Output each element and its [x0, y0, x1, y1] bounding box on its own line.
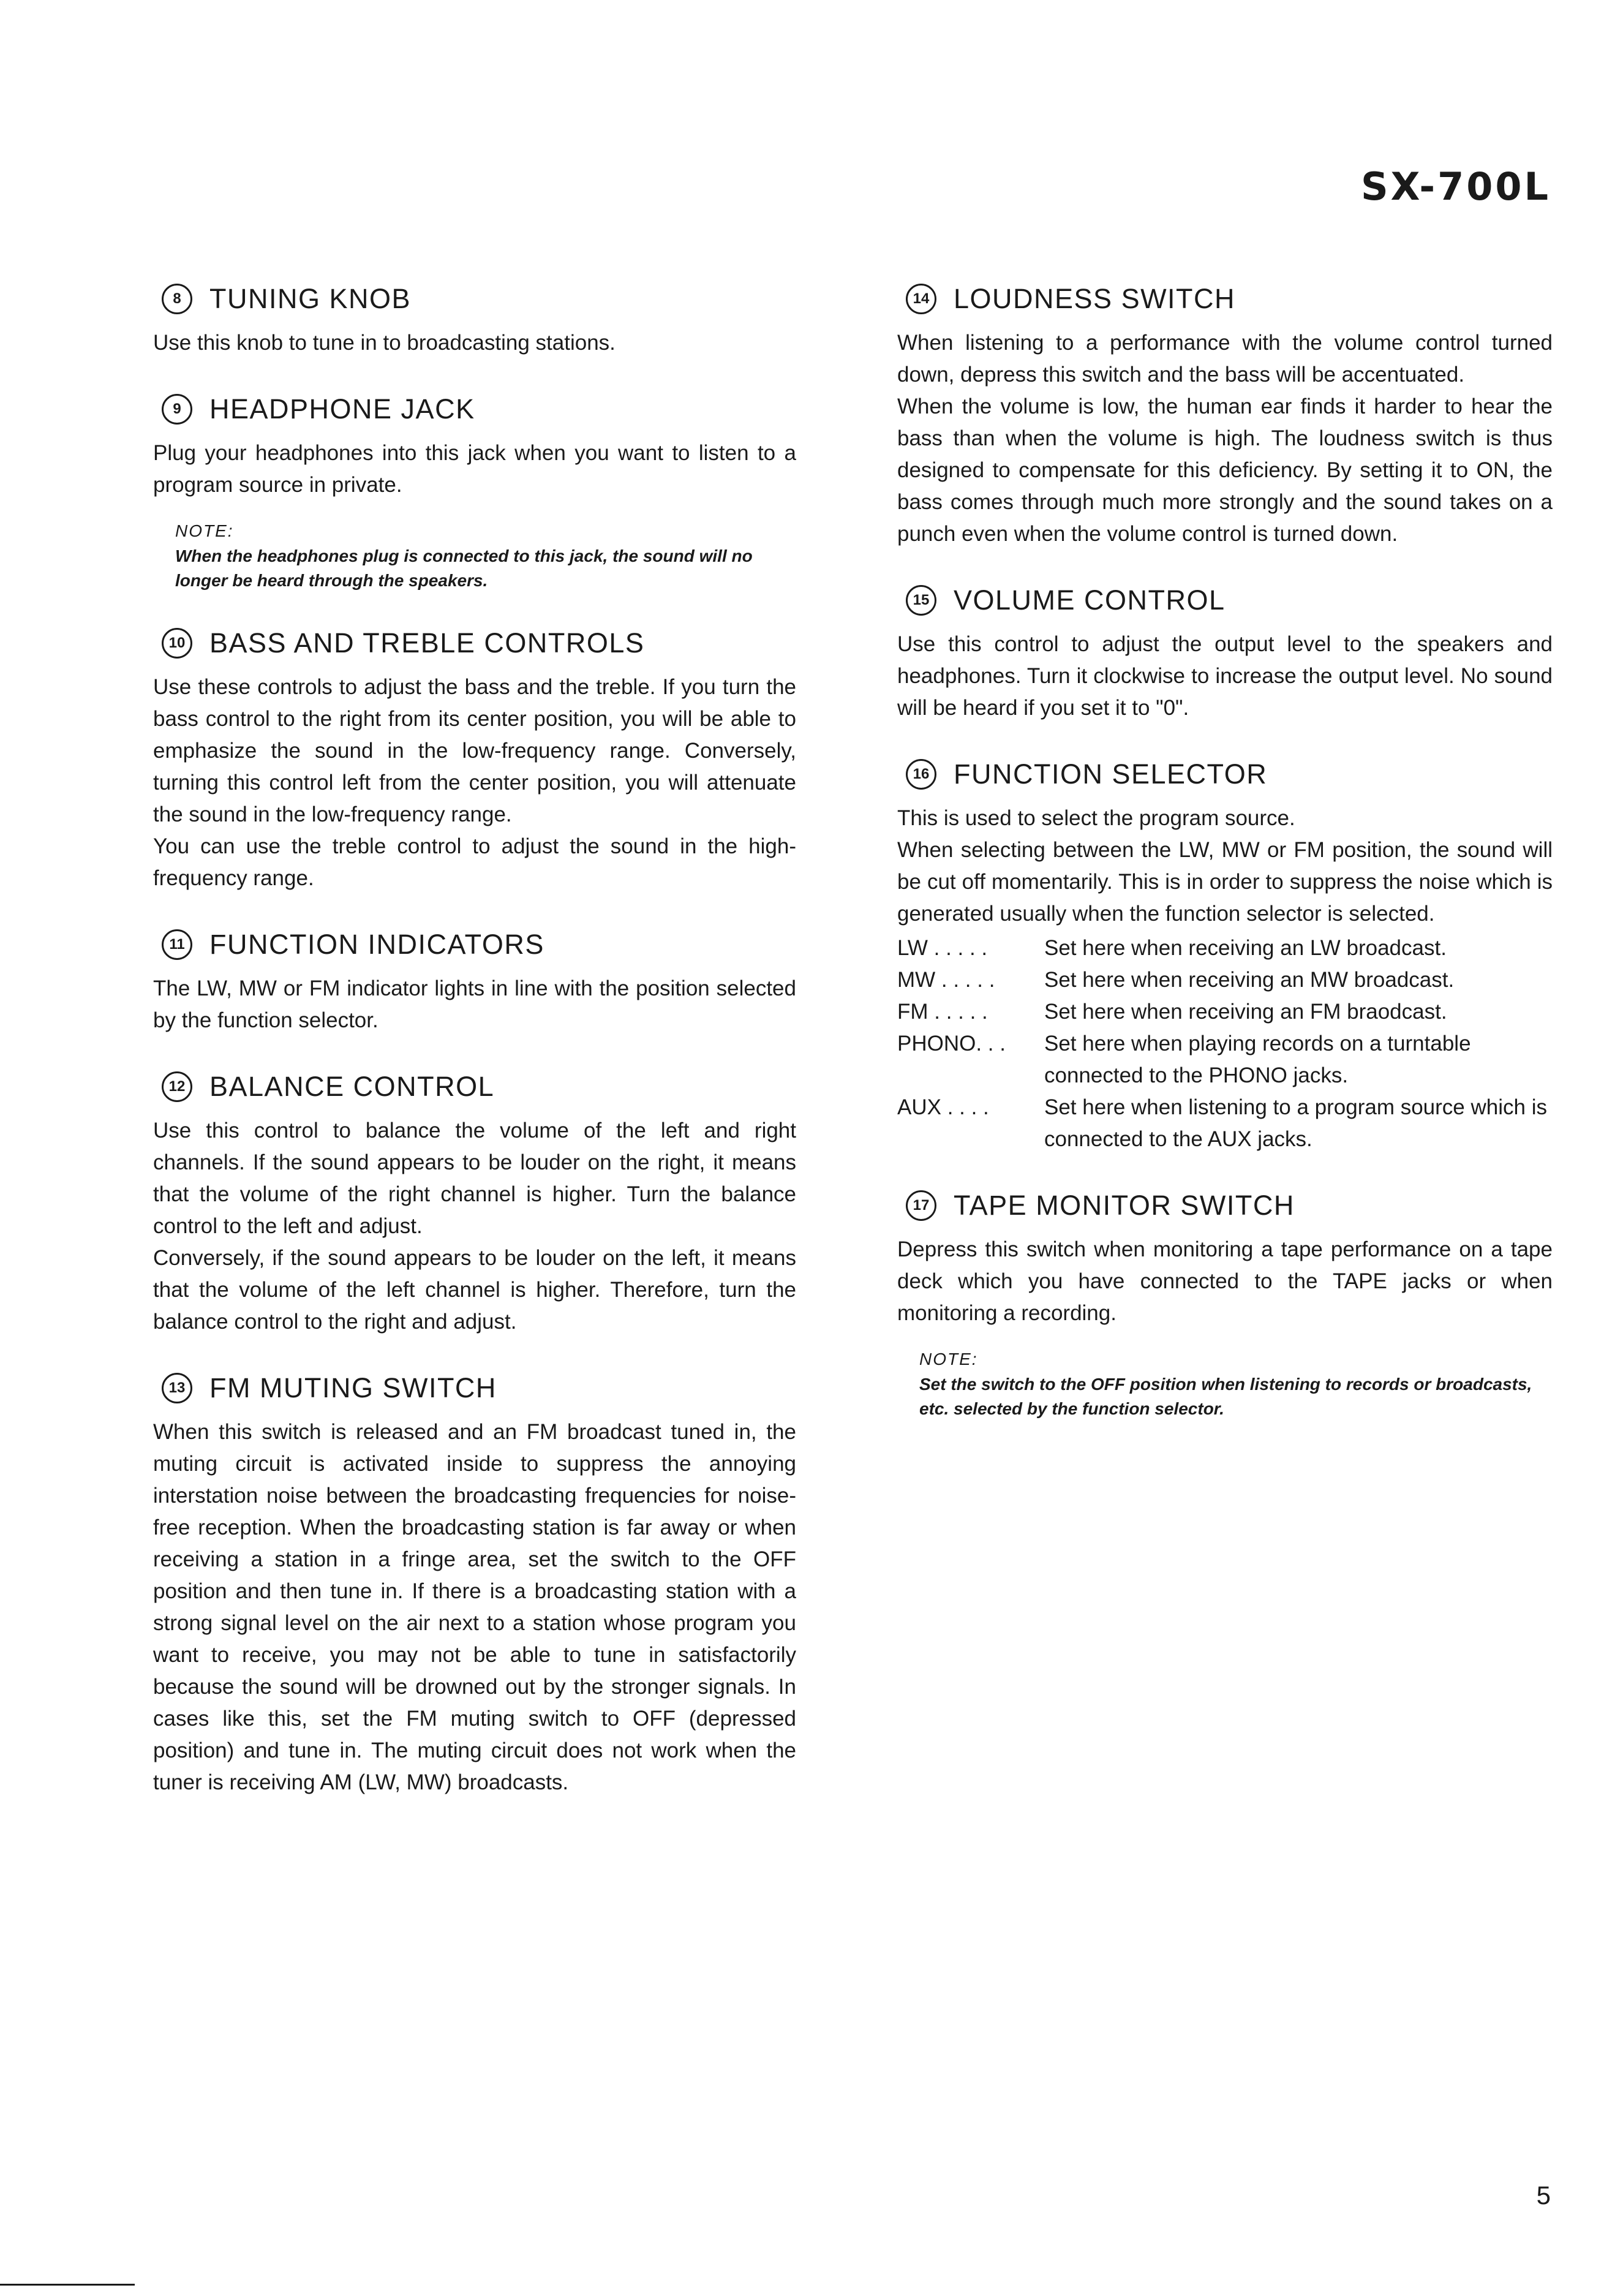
section-heading	[153, 929, 796, 961]
section-number-badge: 16	[906, 759, 936, 790]
section-loudness-switch	[897, 283, 1553, 550]
section-title: VOLUME CONTROL	[954, 584, 1226, 616]
option-row	[897, 996, 1553, 1028]
section-title: TAPE MONITOR SWITCH	[954, 1190, 1295, 1221]
section-number-badge: 10	[162, 628, 192, 659]
section-number-badge: 15	[906, 585, 936, 616]
section-paragraph: When listening to a performance with the volume control turned down, depress this switch and the bass will be accentuated.	[897, 331, 1553, 387]
section-paragraph: Use this knob to tune in to broadcasting stations.	[153, 331, 616, 355]
option-description: Set here when playing records on a turntable connected to the PHONO jacks.	[1044, 1032, 1471, 1087]
section-paragraph: When this switch is released and an FM broadcast tuned in, the muting circuit is activated inside to suppress the annoying interstation noise between the broadcasting frequencies for noise-free reception. When the broadcasting station is far away or when receiving a station in a fringe area, set the switch to the OFF position and then tune in. If there is a broadcasting station with a strong signal level on the air next to a station whose program you want to receive, you may not be able to tune in satisfactorily because the sound will be drowned out by the stronger signals. In cases like this, set the FM muting switch to OFF (depressed position) and tune in. The muting circuit does not work when the tuner is receiving AM (LW, MW) broadcasts.	[153, 1420, 796, 1794]
note-label: NOTE:	[175, 521, 234, 540]
section-heading	[897, 1190, 1553, 1222]
note-box	[175, 518, 796, 593]
option-row	[897, 932, 1553, 964]
section-function-indicators	[153, 929, 796, 1037]
option-key: AUX . . . .	[897, 1095, 989, 1119]
section-number-badge: 13	[162, 1373, 192, 1403]
section-heading	[897, 283, 1553, 315]
option-key: MW . . . . .	[897, 968, 995, 992]
left-column	[153, 283, 796, 1833]
option-description: Set here when receiving an FM braodcast.	[1044, 1000, 1447, 1024]
section-headphone-jack	[153, 393, 796, 593]
section-paragraph: Plug your headphones into this jack when you want to listen to a program source in private.	[153, 441, 796, 497]
footer-rule	[0, 2284, 135, 2286]
option-row	[897, 1028, 1553, 1092]
section-number-badge: 8	[162, 284, 192, 314]
section-paragraph: When the volume is low, the human ear finds it harder to hear the bass than when the volume is high. The loudness switch is thus designed to compensate for this deficiency. By setting it to ON, the bass comes through much more strongly and the sound takes on a punch even when the volume control is turned down.	[897, 395, 1553, 546]
note-text: When the headphones plug is connected to this jack, the sound will no longer be heard through the speakers.	[175, 546, 753, 590]
option-key: PHONO. . .	[897, 1032, 1006, 1055]
option-description: Set here when listening to a program source which is connected to the AUX jacks.	[1044, 1095, 1547, 1151]
section-title: BASS AND TREBLE CONTROLS	[209, 627, 645, 659]
section-number-badge: 11	[162, 929, 192, 960]
section-paragraph: Use these controls to adjust the bass and the treble. If you turn the bass control to the right from its center position, you will be able to emphasize the sound in the low-frequency range. Conversely, turning this control left from the center position, you will attenuate the sound in the low-frequency range.	[153, 675, 796, 826]
section-paragraph: Use this control to balance the volume of the left and right channels. If the sound appears to be louder on the right, it means that the volume of the right channel is higher. Turn the balance control to the left and adjust.	[153, 1119, 796, 1238]
section-paragraph: When selecting between the LW, MW or FM position, the sound will be cut off momentarily. This is in order to suppress the noise which is generated usually when the function selector is selected.	[897, 838, 1553, 926]
section-paragraph: Depress this switch when monitoring a tape performance on a tape deck which you have connected to the TAPE jacks or when monitoring a recording.	[897, 1237, 1553, 1325]
section-paragraph: This is used to select the program source.	[897, 806, 1295, 830]
section-number-badge: 9	[162, 394, 192, 425]
section-title: TUNING KNOB	[209, 283, 412, 314]
option-key: LW . . . . .	[897, 936, 988, 960]
model-number: SX-700L	[1360, 164, 1551, 209]
section-number-badge: 12	[162, 1071, 192, 1102]
section-fm-muting-switch	[153, 1372, 796, 1799]
option-description: Set here when receiving an LW broadcast.	[1044, 936, 1447, 960]
right-column	[897, 283, 1553, 1456]
section-paragraph: Conversely, if the sound appears to be louder on the left, it means that the volume of the left channel is higher. Therefore, turn the balance control to the right and adjust.	[153, 1246, 796, 1334]
note-label: NOTE:	[919, 1350, 978, 1369]
section-paragraph: You can use the treble control to adjust the sound in the high-frequency range.	[153, 834, 796, 890]
option-list	[897, 932, 1553, 1155]
section-title: HEADPHONE JACK	[209, 393, 475, 425]
section-balance-control	[153, 1071, 796, 1338]
note-box	[919, 1346, 1553, 1421]
section-title: FUNCTION SELECTOR	[954, 758, 1268, 790]
note-text: Set the switch to the OFF position when listening to records or broadcasts, etc. selected by the function selector.	[919, 1375, 1532, 1418]
option-row	[897, 1092, 1553, 1155]
section-volume-control	[897, 584, 1553, 724]
section-title: BALANCE CONTROL	[209, 1071, 495, 1102]
section-heading	[153, 393, 796, 425]
section-heading	[897, 584, 1553, 616]
option-row	[897, 964, 1553, 996]
section-tape-monitor-switch	[897, 1190, 1553, 1421]
option-description: Set here when receiving an MW broadcast.	[1044, 968, 1455, 992]
section-title: FM MUTING SWITCH	[209, 1372, 497, 1403]
section-function-selector	[897, 758, 1553, 1155]
option-key: FM . . . . .	[897, 1000, 988, 1024]
section-title: LOUDNESS SWITCH	[954, 283, 1236, 314]
section-heading	[897, 758, 1553, 790]
section-tuning-knob	[153, 283, 796, 359]
section-heading	[153, 1071, 796, 1103]
section-paragraph: Use this control to adjust the output level to the speakers and headphones. Turn it clockwise to increase the output level. No sound will be heard if you set it to "0".	[897, 632, 1553, 720]
section-paragraph: The LW, MW or FM indicator lights in line with the position selected by the function selector.	[153, 976, 796, 1032]
section-heading	[153, 627, 796, 659]
section-heading	[153, 283, 796, 315]
page-number: 5	[1536, 2181, 1551, 2210]
section-number-badge: 14	[906, 284, 936, 314]
section-bass-and-treble-controls	[153, 627, 796, 894]
section-title: FUNCTION INDICATORS	[209, 929, 544, 960]
section-heading	[153, 1372, 796, 1404]
section-number-badge: 17	[906, 1190, 936, 1221]
